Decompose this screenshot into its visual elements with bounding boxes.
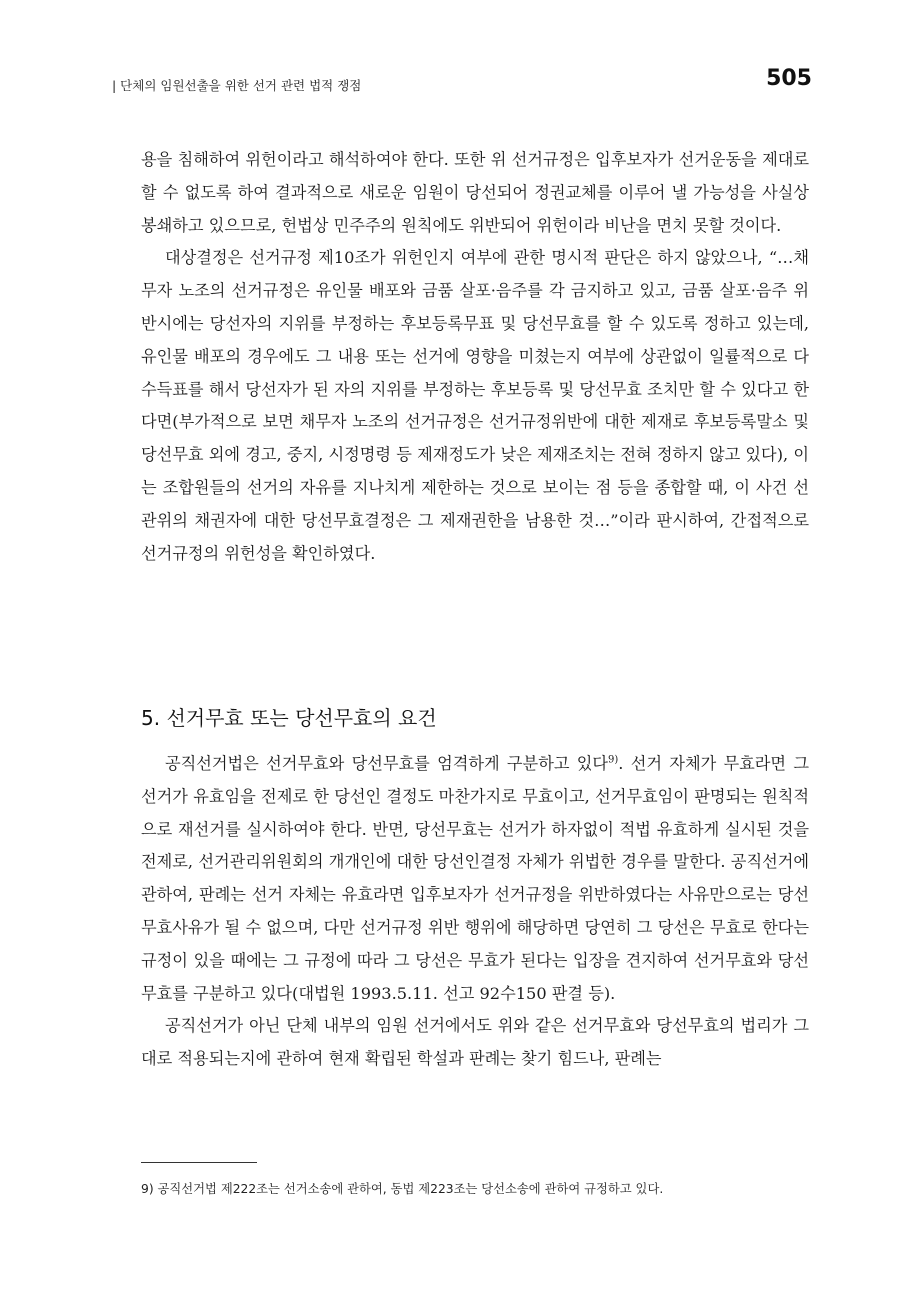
paragraph-internal-election: 공직선거가 아닌 단체 내부의 임원 선거에서도 위와 같은 선거무효와 당선무효의 법리가 그대로 적용되는지에 관하여 현재 확립된 학설과 판례는 찾기 힘드나, 판례는: [141, 1016, 809, 1069]
running-title: | 단체의 임원선출을 위한 선거 관련 법적 쟁점: [112, 78, 362, 93]
paragraph-election-invalidity: [141, 748, 809, 1010]
footnote-reference[interactable]: 9): [608, 754, 619, 766]
page-number: 505: [766, 66, 812, 91]
paragraph-continued: 용을 침해하여 위헌이라고 해석하여야 한다. 또한 위 선거규정은 입후보자가 선거운동을 제대로 할 수 없도록 하여 결과적으로 새로운 임원이 당선되어 정권교체를 이루어 낼 가능성을 사실상 봉쇄하고 있으므로, 헌법상 민주주의 원칙에도 위반되어 위헌이라 비난을 면치 못할 것이다.: [141, 150, 809, 235]
section-heading: 5. 선거무효 또는 당선무효의 요건: [141, 706, 437, 730]
paragraph-text: 공직선거법은 선거무효와 당선무효를 엄격하게 구분하고 있다: [165, 754, 609, 773]
paragraph-text: . 선거 자체가 무효라면 그 선거가 유효임을 전제로 한 당선인 결정도 마찬가지로 무효이고, 선거무효임이 판명되는 원칙적으로 재선거를 실시하여야 한다. 반면, 당선무효는 선거가 하자없이 적법 유효하게 실시된 것을 전제로, 선거관리위원회의 개개인에 대한 당선인결정 자체가 위법한 경우를 말한다. 공직선거에 관하여, 판례는 선거 자체는 유효라면 입후보자가 선거규정을 위반하였다는 사유만으로는 당선무효사유가 될 수 없으며, 다만 선거규정 위반 행위에 해당하면 당연히 그 당선은 무효로 한다는 규정이 있을 때에는 그 규정에 따라 그 당선은 무효가 된다는 입장을 견지하여 선거무효와 당선무효를 구분하고 있다(대법원 1993.5.11. 선고 92수150 판결 등).: [141, 754, 809, 1003]
body-text-lower: [141, 748, 809, 1076]
page-header: [112, 66, 812, 98]
footnote-divider: [141, 1162, 257, 1163]
footnote: 9) 공직선거법 제222조는 선거소송에 관하여, 동법 제223조는 당선소송에 관하여 규정하고 있다.: [141, 1182, 664, 1196]
body-text-upper: [141, 144, 809, 570]
paragraph-decision: 대상결정은 선거규정 제10조가 위헌인지 여부에 관한 명시적 판단은 하지 않았으나, “…채무자 노조의 선거규정은 유인물 배포와 금품 살포·음주를 각 금지하고 있고, 금품 살포·음주 위반시에는 당선자의 지위를 부정하는 후보등록무표 및 당선무효를 할 수 있도록 정하고 있는데, 유인물 배포의 경우에도 그 내용 또는 선거에 영향을 미쳤는지 여부에 상관없이 일률적으로 다수득표를 해서 당선자가 된 자의 지위를 부정하는 후보등록 및 당선무효 조치만 할 수 있다고 한다면(부가적으로 보면 채무자 노조의 선거규정은 선거규정위반에 대한 제재로 후보등록말소 및 당선무효 외에 경고, 중지, 시정명령 등 제재정도가 낮은 제재조치는 전혀 정하지 않고 있다), 이는 조합원들의 선거의 자유를 지나치게 제한하는 것으로 보이는 점 등을 종합할 때, 이 사건 선관위의 채권자에 대한 당선무효결정은 그 제재권한을 남용한 것…”이라 판시하여, 간접적으로 선거규정의 위헌성을 확인하였다.: [141, 248, 809, 563]
